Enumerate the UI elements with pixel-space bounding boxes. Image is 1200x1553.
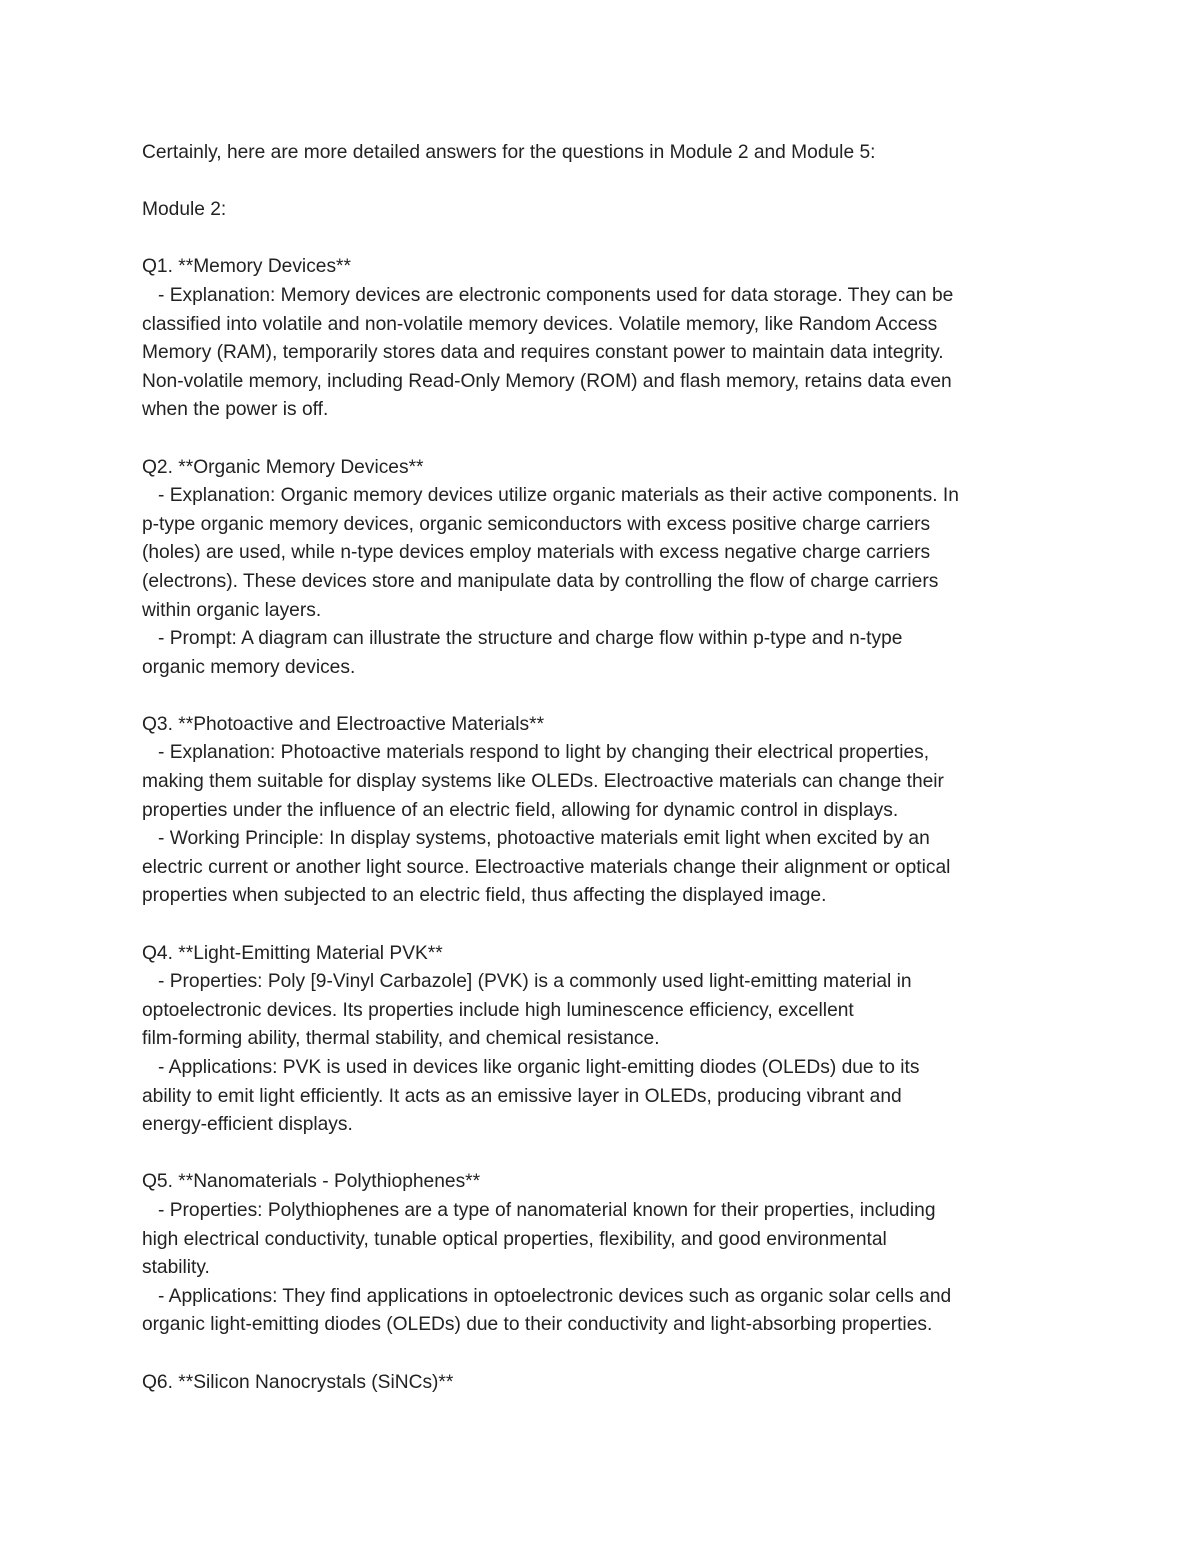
answer-line: - Applications: PVK is used in devices like organic light-emitting diodes (OLEDs) due to its — [142, 1057, 920, 1078]
spacer — [142, 168, 1072, 197]
question-block-q2 — [142, 454, 1072, 683]
answer-line: - Explanation: Photoactive materials respond to light by changing their electrical properties, — [142, 742, 930, 764]
answer-line: energy-efficient displays. — [142, 1114, 353, 1136]
spacer — [142, 425, 1072, 454]
answer-line: - Properties: Polythiophenes are a type of nanomaterial known for their properties, including — [142, 1199, 936, 1221]
spacer — [142, 225, 1072, 254]
question-heading: Q2. **Organic Memory Devices** — [142, 456, 424, 478]
answer-line: - Applications: They find applications in optoelectronic devices such as organic solar cells and — [142, 1285, 952, 1307]
question-block-q5 — [142, 1168, 1072, 1340]
question-heading: Q3. **Photoactive and Electroactive Materials** — [142, 713, 545, 735]
answer-line: (electrons). These devices store and manipulate data by controlling the flow of charge carriers — [142, 570, 939, 592]
question-block-q1 — [142, 253, 1072, 425]
answer-line: high electrical conductivity, tunable optical properties, flexibility, and good environmental — [142, 1228, 887, 1250]
question-block-q3 — [142, 711, 1072, 911]
answer-line: film-forming ability, thermal stability, and chemical resistance. — [142, 1028, 660, 1050]
answer-line: ability to emit light efficiently. It acts as an emissive layer in OLEDs, producing vibrant and — [142, 1085, 902, 1107]
answer-line: - Explanation: Organic memory devices utilize organic materials as their active components. In — [142, 485, 959, 507]
question-block-q4 — [142, 940, 1072, 1140]
module-heading: Module 2: — [142, 199, 227, 221]
answer-line: properties when subjected to an electric field, thus affecting the displayed image. — [142, 885, 827, 907]
answer-line: - Prompt: A diagram can illustrate the structure and charge flow within p-type and n-type — [142, 628, 903, 650]
answer-line: Memory (RAM), temporarily stores data and requires constant power to maintain data integrity. — [142, 342, 944, 364]
spacer — [142, 682, 1072, 711]
answer-line: organic memory devices. — [142, 656, 356, 678]
question-heading: Q6. **Silicon Nanocrystals (SiNCs)** — [142, 1371, 454, 1393]
answer-line: stability. — [142, 1257, 210, 1279]
answer-line: p-type organic memory devices, organic semiconductors with excess positive charge carriers — [142, 513, 931, 535]
intro-text: Certainly, here are more detailed answers for the questions in Module 2 and Module 5: — [142, 142, 876, 163]
answer-line: within organic layers. — [142, 599, 322, 621]
spacer — [142, 1140, 1072, 1169]
spacer — [142, 911, 1072, 940]
question-heading: Q1. **Memory Devices** — [142, 256, 351, 278]
answer-line: electric current or another light source. Electroactive materials change their alignment or optical — [142, 856, 951, 878]
answer-line: classified into volatile and non-volatile memory devices. Volatile memory, like Random Access — [142, 313, 938, 335]
answer-line: optoelectronic devices. Its properties include high luminescence efficiency, excellent — [142, 999, 854, 1021]
answer-line: - Working Principle: In display systems, photoactive materials emit light when excited by an — [142, 828, 930, 850]
answer-line: - Properties: Poly [9-Vinyl Carbazole] (PVK) is a commonly used light-emitting material in — [142, 971, 912, 993]
answer-line: when the power is off. — [142, 399, 329, 421]
answer-line: Non-volatile memory, including Read-Only Memory (ROM) and flash memory, retains data even — [142, 370, 952, 392]
question-heading: Q4. **Light-Emitting Material PVK** — [142, 942, 443, 964]
question-block-q6 — [142, 1369, 1072, 1398]
answer-line: organic light-emitting diodes (OLEDs) due to their conductivity and light-absorbing properties. — [142, 1314, 933, 1336]
spacer — [142, 1340, 1072, 1369]
question-heading: Q5. **Nanomaterials - Polythiophenes** — [142, 1171, 481, 1193]
answer-line: properties under the influence of an electric field, allowing for dynamic control in displays. — [142, 799, 899, 821]
answer-line: (holes) are used, while n-type devices employ materials with excess negative charge carriers — [142, 542, 931, 564]
answer-line: making them suitable for display systems like OLEDs. Electroactive materials can change their — [142, 771, 944, 793]
document-page — [142, 139, 1072, 1397]
answer-line: - Explanation: Memory devices are electronic components used for data storage. They can be — [142, 284, 954, 306]
